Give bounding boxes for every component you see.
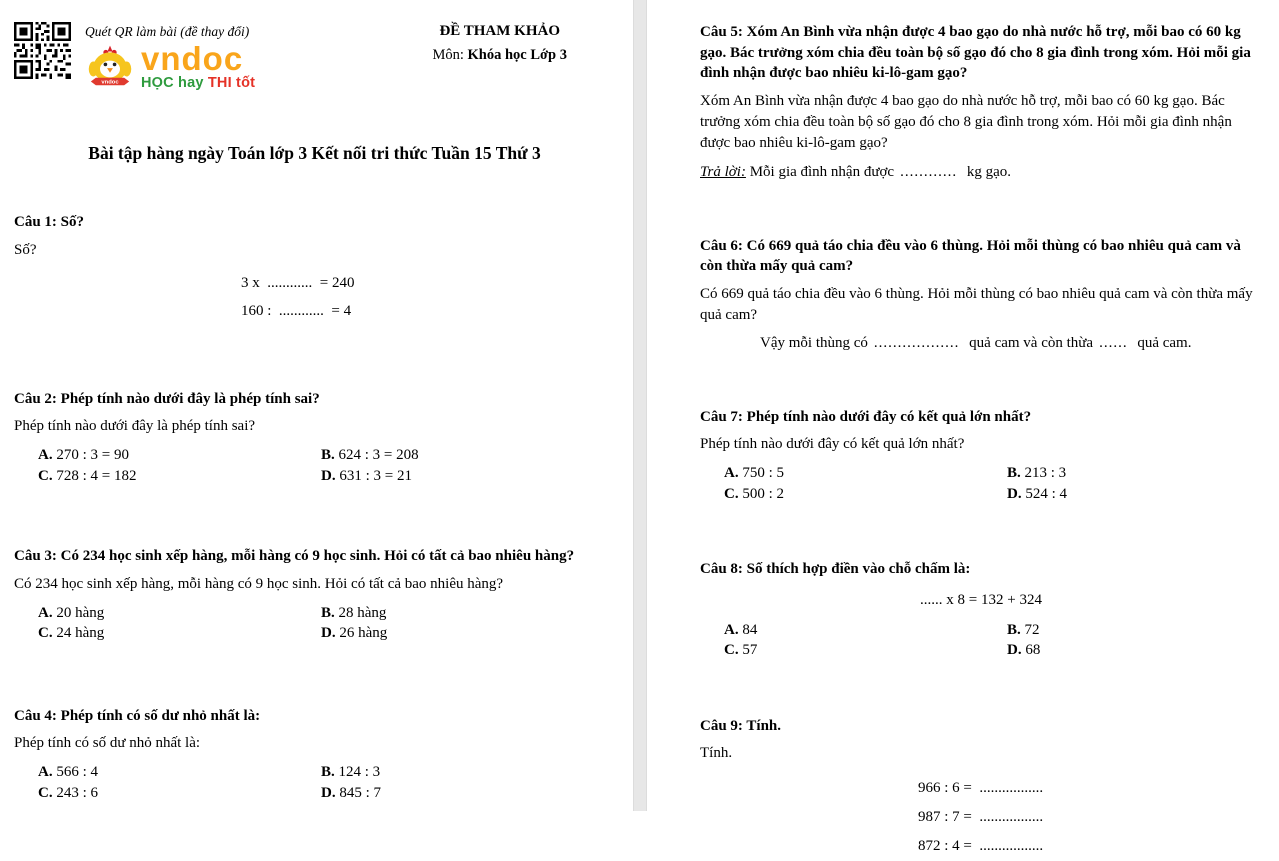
equation-line: 3 x ............ = 240 [241, 274, 355, 291]
answer-suffix: kg gạo. [966, 163, 1011, 180]
question-2-options [14, 445, 615, 486]
option-b: B. 28 hàng [321, 604, 387, 621]
question-5-answer-line [700, 164, 1262, 181]
tagline-red: THI tốt [207, 75, 256, 91]
subject-prefix: Môn: [432, 47, 464, 63]
question-9-heading: Câu 9: Tính. [700, 717, 782, 734]
option-d: D. 68 [1007, 642, 1041, 659]
answer-text: Mỗi gia đình nhận được [749, 163, 895, 180]
equation-line: 966 : 6 = ................. [918, 780, 1044, 797]
question-1-equations [14, 269, 615, 325]
question-9 [700, 716, 1262, 861]
question-6-heading: Câu 6: Có 669 quả táo chia đều vào 6 thùng. Hỏi mỗi thùng có bao nhiêu quả cam và còn thừa mấy quả cam? [700, 237, 1241, 275]
equation-line: 872 : 4 = ................. [918, 838, 1044, 855]
option-b: B. 124 : 3 [321, 764, 381, 781]
question-7-heading: Câu 7: Phép tính nào dưới đây có kết quả lớn nhất? [700, 408, 1032, 425]
document-title: Bài tập hàng ngày Toán lớp 3 Kết nối tri thức Tuần 15 Thứ 3 [88, 143, 541, 163]
option-c: C. 243 : 6 [38, 784, 99, 801]
equation-line: 987 : 7 = ................. [918, 809, 1044, 826]
option-c: C. 57 [724, 642, 758, 659]
question-6 [700, 236, 1262, 352]
question-4-body: Phép tính có số dư nhỏ nhất là: [14, 735, 201, 752]
chicken-mascot-icon [85, 44, 135, 99]
brand-wordmark: vndoc [141, 40, 244, 77]
option-b: B. 624 : 3 = 208 [321, 447, 419, 464]
question-3-options [14, 603, 615, 644]
option-b: B. 213 : 3 [1007, 465, 1067, 482]
qr-code-image [14, 22, 71, 79]
svg-text:vndoc: vndoc [101, 79, 119, 86]
option-c: C. 728 : 4 = 182 [38, 467, 137, 484]
option-c: C. 24 hàng [38, 625, 105, 642]
question-7 [700, 407, 1262, 505]
tagline-green: HỌC hay [141, 75, 204, 91]
brand-tagline [141, 75, 255, 91]
fill-blank: .................. [873, 334, 960, 351]
question-4-options [14, 762, 615, 803]
question-2-body: Phép tính nào dưới đây là phép tính sai? [14, 418, 256, 435]
qr-caption: Quét QR làm bài (đề thay đổi) [85, 24, 250, 39]
question-7-options [700, 463, 1262, 504]
option-b: B. 72 [1007, 621, 1040, 638]
exam-label: ĐỀ THAM KHẢO [439, 23, 561, 39]
equation-line: 160 : ............ = 4 [241, 302, 352, 319]
question-5-heading: Câu 5: Xóm An Bình vừa nhận được 4 bao gạo do nhà nước hỗ trợ, mỗi bao có 60 kg gạo. Bác trưởng xóm chia đều toàn bộ số gạo đó cho 8 gia đình trong xóm. Hỏi mỗi gia đình nhận được bao nhiêu ki-lô-gam gạo? [700, 24, 1251, 82]
question-8-options [700, 620, 1262, 661]
question-3-body: Có 234 học sinh xếp hàng, mỗi hàng có 9 học sinh. Hỏi có tất cả bao nhiêu hàng? [14, 575, 504, 592]
option-c: C. 500 : 2 [724, 485, 785, 502]
subject-name: Khóa học Lớp 3 [467, 47, 567, 63]
question-2-heading: Câu 2: Phép tính nào dưới đây là phép tính sai? [14, 390, 320, 407]
option-a: A. 84 [724, 621, 758, 638]
option-d: D. 631 : 3 = 21 [321, 467, 412, 484]
question-5 [700, 22, 1262, 181]
vndoc-logo [85, 40, 256, 99]
question-9-body: Tính. [700, 745, 733, 762]
page-gap-divider [633, 0, 647, 811]
question-5-body: Xóm An Bình vừa nhận được 4 bao gạo do nhà nước hỗ trợ, mỗi bao có 60 kg gạo. Bác trưởng xóm chia đều toàn bộ số gạo đó cho 8 gia đình trong xóm. Hỏi mỗi gia đình nhận được bao nhiêu ki-lô-gam gạo? [700, 92, 1232, 151]
page-header [14, 0, 615, 99]
exam-info [432, 22, 567, 99]
brand-column [85, 22, 255, 99]
question-4-heading: Câu 4: Phép tính có số dư nhỏ nhất là: [14, 707, 261, 724]
question-1-heading: Câu 1: Số? [14, 214, 85, 230]
logo-text [141, 40, 256, 91]
question-8-equation: ...... x 8 = 132 + 324 [920, 591, 1042, 608]
subject-line [432, 47, 567, 64]
answer-label: Trả lời: [700, 163, 746, 180]
option-d: D. 845 : 7 [321, 784, 382, 801]
question-3-heading: Câu 3: Có 234 học sinh xếp hàng, mỗi hàng có 9 học sinh. Hỏi có tất cả bao nhiêu hàng? [14, 548, 575, 565]
question-1 [14, 212, 615, 325]
fill-blank: ...... [1099, 334, 1128, 351]
option-a: A. 750 : 5 [724, 465, 785, 482]
question-3 [14, 546, 615, 644]
question-1-body: Số? [14, 241, 37, 258]
question-6-fill-line: Vậy mỗi thùng có .................. quả cam và còn thừa ...... quả cam. [760, 334, 1192, 351]
question-6-body: Có 669 quả táo chia đều vào 6 thùng. Hỏi mỗi thùng có bao nhiêu quả cam và còn thừa mấy quả cam? [700, 285, 1253, 323]
option-d: D. 26 hàng [321, 625, 388, 642]
question-8-heading: Câu 8: Số thích hợp điền vào chỗ chấm là: [700, 561, 971, 578]
option-d: D. 524 : 4 [1007, 485, 1068, 502]
page-1 [0, 0, 633, 811]
question-4 [14, 706, 615, 804]
option-a: A. 20 hàng [38, 604, 105, 621]
page-2 [647, 0, 1279, 855]
question-8 [700, 559, 1262, 661]
question-9-equations [700, 774, 1262, 861]
option-a: A. 270 : 3 = 90 [38, 447, 129, 464]
question-7-body: Phép tính nào dưới đây có kết quả lớn nhất? [700, 436, 965, 453]
question-2 [14, 389, 615, 487]
option-a: A. 566 : 4 [38, 764, 99, 781]
answer-blank: ............ [900, 163, 958, 180]
